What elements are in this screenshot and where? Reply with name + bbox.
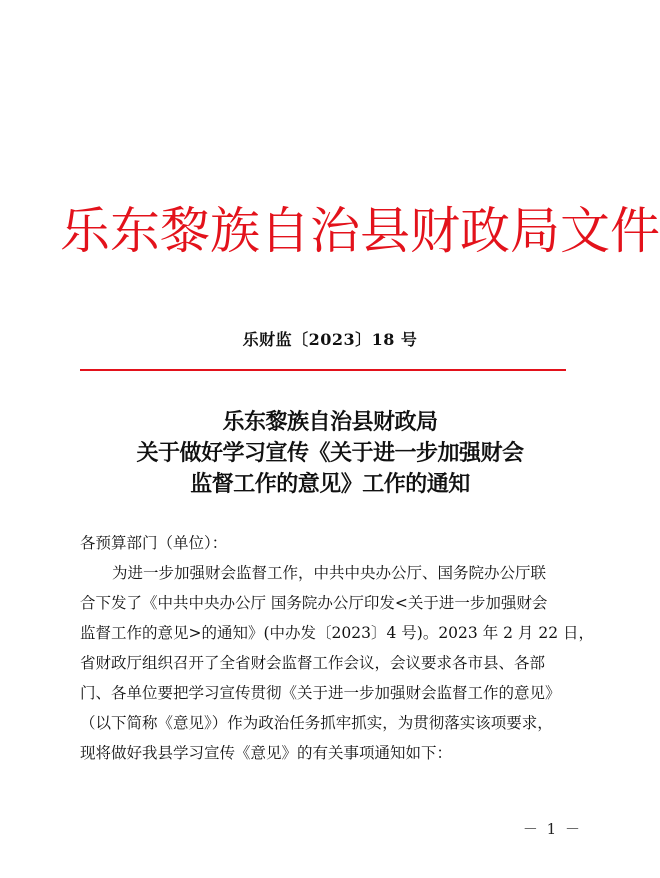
paragraph-line: 现将做好我县学习宣传《意见》的有关事项通知如下： xyxy=(80,744,453,762)
page-number: － 1 － xyxy=(522,820,582,838)
notice-title xyxy=(60,407,600,500)
document-number: 乐财监〔2023〕18 号 xyxy=(242,330,418,349)
paragraph-line: （以下简称《意见》）作为政治任务抓牢抓实，为贯彻落实该项要求， xyxy=(80,714,553,732)
paragraph-line: 监督工作的意见>的通知》(中办发〔2023〕4 号)。2023 年 2 月 22 日， xyxy=(80,624,594,642)
notice-body xyxy=(80,528,594,768)
red-separator-line xyxy=(80,369,566,371)
paragraph-line: 为进一步加强财会监督工作，中共中央办公厅、国务院办公厅联 xyxy=(112,564,547,582)
notice-title-line: 乐东黎族自治县财政局 xyxy=(222,409,438,435)
paragraph-line: 合下发了《中共中央办公厅 国务院办公厅印发<关于进一步加强财会 xyxy=(80,594,548,612)
notice-title-line: 监督工作的意见》工作的通知 xyxy=(190,471,470,497)
salutation: 各预算部门（单位）： xyxy=(80,534,228,552)
paragraph-line: 省财政厅组织召开了全省财会监督工作会议，会议要求各市县、各部 xyxy=(80,654,546,672)
paragraph-line: 门、各单位要把学习宣传贯彻《关于进一步加强财会监督工作的意见》 xyxy=(80,684,561,702)
notice-title-line: 关于做好学习宣传《关于进一步加强财会 xyxy=(136,440,524,466)
issuer-title: 乐东黎族自治县财政局文件 xyxy=(60,202,660,260)
